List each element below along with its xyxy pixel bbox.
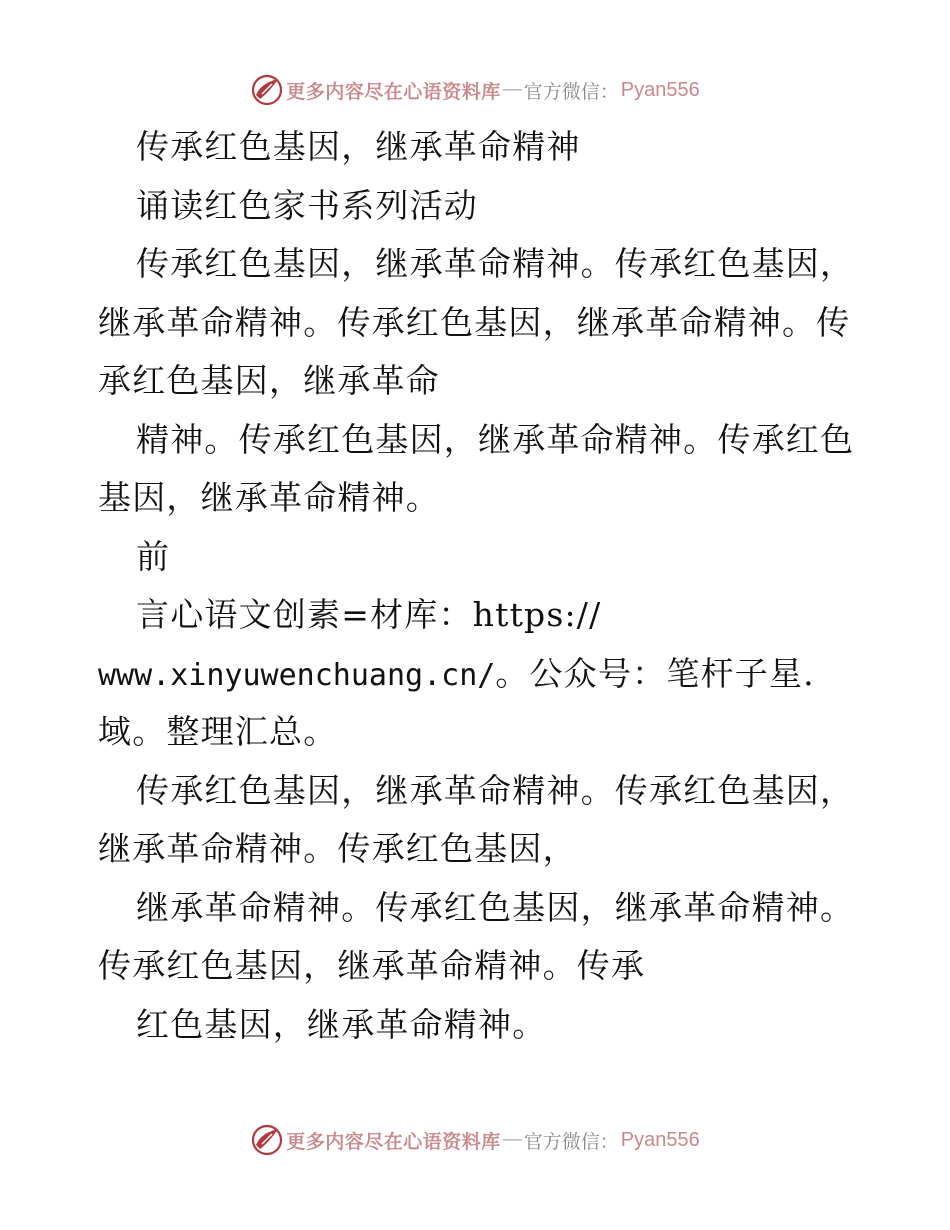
watermark-title: 更多内容尽在心语资料库 [286,80,501,103]
text-line: 传承红色基因，继承革命精神。传承红色基因， [136,770,855,810]
pen-logo-icon [250,1123,284,1157]
text-line: 继承革命精神。传承红色基因，继承革命精神。 [136,887,855,927]
watermark-wechat-id: Pyan556 [620,1128,700,1151]
text-line: 诵读红色家书系列活动 [136,185,478,225]
pen-logo-icon [250,73,284,107]
text-line: 继承革命精神。传承红色基因， [98,829,577,868]
text-line: 基因，继承革命精神。 [98,478,440,517]
watermark-title: 更多内容尽在心语资料库 [286,1130,501,1153]
watermark-wechat-id: Pyan556 [620,78,700,101]
watermark-dash: — [502,79,522,100]
watermark-wechat-label: 官方微信： [523,80,619,103]
text-span: 。公众号：笔杆子星. [495,653,815,693]
text-line [98,645,858,704]
text-line: 红色基因，继承革命精神。 [136,1004,547,1044]
document-body [98,118,858,1054]
text-line: 前 [136,536,171,576]
text-line: 传承红色基因，继承革命精神。传承红色基因， [136,244,855,283]
text-line: 精神。传承红色基因，继承革命精神。传承红色 [136,419,855,459]
text-line: 继承革命精神。传承红色基因，继承革命精神。传 [98,302,851,342]
footer-watermark [0,1120,950,1160]
website-link[interactable]: www.xinyuwenchuang.cn/ [98,657,496,693]
text-line: 域。整理汇总。 [98,712,338,751]
watermark-dash: — [502,1129,522,1150]
text-line: 传承红色基因，继承革命精神 [136,127,581,166]
watermark-wechat-label: 官方微信： [523,1130,619,1153]
text-line: 言心语文创素=材库：https:// [136,595,602,634]
header-watermark [0,70,950,110]
text-line: 传承红色基因，继承革命精神。传承 [98,946,646,985]
text-line: 承红色基因，继承革命 [98,361,440,400]
